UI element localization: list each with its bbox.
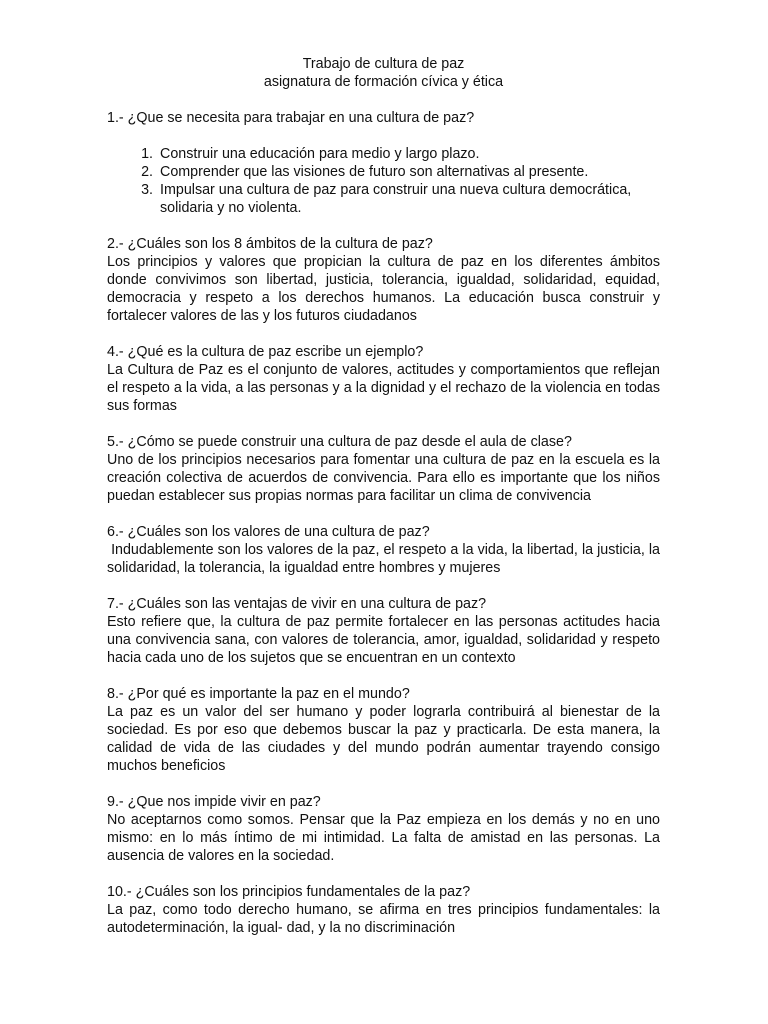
section-7	[107, 595, 660, 667]
title-block	[107, 55, 660, 91]
answer-text: Uno de los principios necesarios para fomentar una cultura de paz en la escuela es la creación colectiva de acuerdos de convivencia. Para ello es importante que los niños puedan establecer sus propias normas para facilitar un clima de convivencia	[107, 452, 660, 504]
list-number: 2.	[141, 164, 153, 180]
list-number: 3.	[141, 182, 153, 198]
list-item	[107, 163, 660, 181]
list-item-text: Construir una educación para medio y largo plazo.	[160, 146, 480, 162]
document-page	[107, 55, 664, 955]
section-6	[107, 523, 664, 577]
answer-text: La Cultura de Paz es el conjunto de valores, actitudes y comportamientos que reflejan el respeto a la vida, a las personas y a la dignidad y el rechazo de la violencia en todas sus formas	[107, 362, 660, 414]
answer-text: No aceptarnos como somos. Pensar que la Paz empieza en los demás y no en uno mismo: en lo más íntimo de mi intimidad. La falta de amistad en las personas. La ausencia de valores en la sociedad.	[107, 812, 660, 864]
question-text: 1.- ¿Que se necesita para trabajar en una cultura de paz?	[107, 110, 475, 126]
question-text: 10.- ¿Cuáles son los principios fundamentales de la paz?	[107, 884, 471, 900]
question-text: 4.- ¿Qué es la cultura de paz escribe un ejemplo?	[107, 344, 424, 360]
answer-text: La paz, como todo derecho humano, se afirma en tres principios fundamentales: la autodeterminación, la igual- dad, y la no discriminación	[107, 902, 660, 936]
question-text: 6.- ¿Cuáles son los valores de una cultura de paz?	[107, 524, 430, 540]
list-item	[107, 145, 660, 163]
list-item-text: Impulsar una cultura de paz para construir una nueva cultura democrática, solidaria y no violenta.	[160, 182, 632, 216]
numbered-list	[107, 145, 660, 217]
section-1	[107, 109, 660, 217]
answer-text: Indudablemente son los valores de la paz, el respeto a la vida, la libertad, la justicia, la solidaridad, la tolerancia, la igualdad entre hombres y mujeres	[107, 542, 664, 576]
answer-text: Los principios y valores que propician la cultura de paz en los diferentes ámbitos donde convivimos son libertad, justicia, tolerancia, igualdad, solidaridad, equidad, democracia y respeto a los derechos humanos. La educación busca construir y fortalecer valores de las y los futuros ciudadanos	[107, 254, 660, 324]
section-2	[107, 235, 660, 325]
answer-text: La paz es un valor del ser humano y poder lograrla contribuirá al bienestar de la sociedad. Es por eso que debemos buscar la paz y practicarla. De esta manera, la calidad de vida de las ciudades y del mundo podrán aumentar trayendo consigo muchos beneficios	[107, 704, 660, 774]
question-text: 9.- ¿Que nos impide vivir en paz?	[107, 794, 321, 810]
section-5	[107, 433, 660, 505]
list-item-text: Comprender que las visiones de futuro son alternativas al presente.	[160, 164, 589, 180]
question-text: 5.- ¿Cómo se puede construir una cultura de paz desde el aula de clase?	[107, 434, 572, 450]
question-text: 8.- ¿Por qué es importante la paz en el mundo?	[107, 686, 410, 702]
section-4	[107, 343, 660, 415]
document-title: Trabajo de cultura de paz	[302, 56, 465, 72]
section-8	[107, 685, 660, 775]
document-subtitle: asignatura de formación cívica y ética	[263, 74, 504, 90]
section-10	[107, 883, 660, 937]
list-number: 1.	[141, 146, 153, 162]
question-text: 7.- ¿Cuáles son las ventajas de vivir en una cultura de paz?	[107, 596, 487, 612]
question-text: 2.- ¿Cuáles son los 8 ámbitos de la cultura de paz?	[107, 236, 433, 252]
section-9	[107, 793, 660, 865]
list-item	[107, 181, 660, 217]
answer-text: Esto refiere que, la cultura de paz permite fortalecer en las personas actitudes hacia una convivencia sana, con valores de tolerancia, amor, igualdad, solidaridad y respeto hacia cada uno de los sujetos que se encuentran en un contexto	[107, 614, 660, 666]
